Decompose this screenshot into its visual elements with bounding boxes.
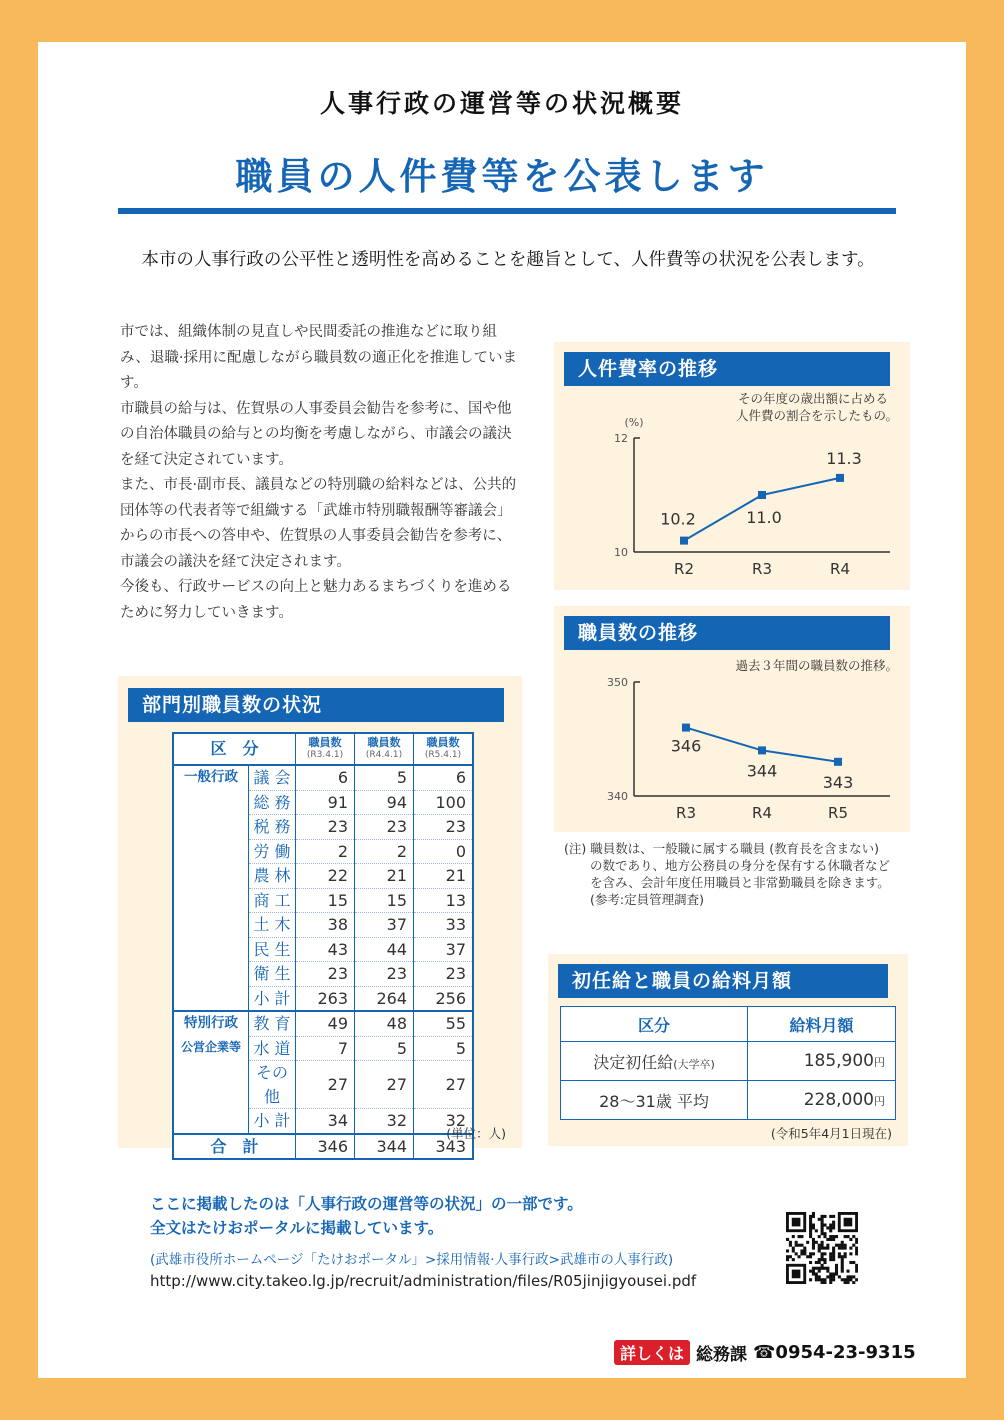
dept-name: 民 生 [249,937,296,962]
dept-value: 22 [296,864,355,889]
dept-value: 21 [355,864,414,889]
group-cell [173,864,249,889]
dept-name: 水 道 [249,1036,296,1061]
dept-head-col-sub: (R3.4.1) [306,750,344,760]
group-cell [173,815,249,840]
department-name: 総務課 [696,1345,748,1365]
salary-head-label: 区分 [561,1007,748,1042]
dept-head-col-sub: (R5.4.1) [424,750,462,760]
footnote-line: (注) 職員数は、一般職に属する職員 (教育長を含まない) [564,841,879,856]
dept-name: 教 育 [249,1011,296,1036]
table-row [173,839,473,864]
x-tick-label: R2 [674,560,694,578]
table-row [173,937,473,962]
data-point [682,724,690,732]
dept-head-col [414,733,474,765]
data-label: 343 [822,772,854,792]
footnote-line: (参考:定員管理調査) [590,892,704,907]
salary-asof: (令和5年4月1日現在) [770,1126,892,1141]
dept-value: 2 [296,839,355,864]
dept-value: 27 [296,1061,355,1109]
x-tick-label: R5 [828,804,848,822]
dept-value: 37 [414,937,474,962]
contact-line [614,1340,916,1365]
x-tick-label: R4 [752,804,772,822]
table-row [173,1036,473,1061]
x-tick-label: R3 [752,560,772,578]
salary-row2-label: 28～31歳 平均 [561,1081,748,1120]
dept-head-col-label: 職員数 [308,736,342,749]
document-page [38,42,966,1378]
dept-value: 23 [296,815,355,840]
group-label: 特別行政 [184,1015,238,1031]
y-tick-label: 350 [607,676,628,689]
dept-value: 49 [296,1011,355,1036]
dept-name: 議 会 [249,765,296,790]
dept-name: 農 林 [249,864,296,889]
dept-name: 労 働 [249,839,296,864]
data-point [834,758,842,766]
table-row [173,864,473,889]
total-value: 343 [414,1134,474,1160]
dept-name: 衛 生 [249,962,296,987]
salary-row1-value [748,1042,896,1081]
dept-value: 32 [414,1109,474,1134]
salary-row1-sub: (大学卒) [673,1057,715,1071]
dept-name: 土 木 [249,913,296,938]
staff-count-footnote [564,840,890,908]
kicker-title: 人事行政の運営等の状況概要 [319,89,684,118]
dept-name: その他 [249,1061,296,1109]
table-row [173,888,473,913]
group-cell [173,790,249,815]
dept-value: 91 [296,790,355,815]
headline-rule [118,208,896,214]
staff-count-title: 職員数の推移 [564,616,890,650]
dept-value: 0 [414,839,474,864]
data-point [680,537,688,545]
dept-table-wrap [172,732,474,1160]
dept-value: 27 [355,1061,414,1109]
salary-row1-amount: 185,900 [803,1051,874,1071]
table-row [173,1061,473,1109]
dept-name: 総 務 [249,790,296,815]
salary-row2-unit: 円 [874,1095,885,1108]
group-cell [173,839,249,864]
data-point [758,746,766,754]
footer-path: (武雄市役所ホームページ「たけおポータル」>採用情報·人事行政>武雄市の人事行政) [150,1252,674,1268]
labor-cost-chart [554,342,910,590]
dept-value: 32 [355,1109,414,1134]
dept-value: 94 [355,790,414,815]
table-row-total [173,1134,473,1160]
table-row [173,1109,473,1134]
y-tick-label: 10 [614,546,628,559]
group-cell [173,888,249,913]
labor-cost-panel [554,342,910,590]
dept-value: 5 [355,1036,414,1061]
footer-line-1: ここに掲載したのは「人事行政の運営等の状況」の一部です。 [150,1195,583,1213]
total-value: 346 [296,1134,355,1160]
staff-count-chart [554,606,910,832]
table-row [173,815,473,840]
table-row [173,962,473,987]
body-paragraph: また、市長·副市長、議員などの特別職の給料などは、公共的団体等の代表者等で組織する「武雄市特別職報酬等審議会」からの市長への答申や、佐賀県の人事委員会勧告を参考に、市議会の議決を経て決定されます。 [120,477,517,570]
dept-name: 商 工 [249,888,296,913]
dept-table [172,732,474,1160]
dept-value: 23 [414,962,474,987]
dept-value: 34 [296,1109,355,1134]
labor-cost-title: 人件費率の推移 [564,352,890,386]
data-label: 10.2 [660,509,696,529]
table-row [173,790,473,815]
salary-panel [548,954,908,1146]
dept-value: 23 [355,815,414,840]
dept-head-col-label: 職員数 [426,736,460,749]
salary-head-value: 給料月額 [748,1007,896,1042]
dept-head-label: 区 分 [210,739,259,759]
dept-head-col-sub: (R4.4.1) [365,750,403,760]
footer-line-2: 全文はたけおポータルに掲載しています。 [150,1219,444,1237]
dept-value: 38 [296,913,355,938]
staff-count-note: 過去３年間の職員数の推移。 [735,658,898,673]
dept-value: 15 [355,888,414,913]
dept-value: 44 [355,937,414,962]
body-text [120,320,520,626]
dept-head-col [355,733,414,765]
table-row [173,765,473,790]
dept-value: 263 [296,986,355,1011]
dept-name: 税 務 [249,815,296,840]
dept-value: 37 [355,913,414,938]
phone-number[interactable]: ☎0954-23-9315 [753,1342,916,1363]
dept-value: 15 [296,888,355,913]
total-value: 344 [355,1134,414,1160]
labor-cost-note-1: その年度の歳出額に占める [737,391,888,406]
dept-name: 小 計 [249,986,296,1011]
dept-unit: (単位：人) [446,1126,506,1141]
y-axis-unit: (%) [624,416,644,429]
dept-head-col-label: 職員数 [367,736,401,749]
x-tick-label: R4 [830,560,850,578]
footnote-line: を含み、会計年度任用職員と非常勤職員を除きます。 [590,875,890,890]
x-tick-label: R3 [676,804,696,822]
salary-title: 初任給と職員の給料月額 [558,964,888,998]
dept-value: 7 [296,1036,355,1061]
series-line [686,728,838,762]
dept-value: 23 [414,815,474,840]
y-tick-label: 340 [607,790,628,803]
headline: 職員の人件費等を公表します [235,155,769,198]
dept-value: 6 [414,765,474,790]
staff-count-panel [554,606,910,832]
dept-value: 100 [414,790,474,815]
data-point [758,491,766,499]
dept-value: 23 [355,962,414,987]
dept-value: 5 [414,1036,474,1061]
dept-value: 55 [414,1011,474,1036]
lead-text: 本市の人事行政の公平性と透明性を高めることを趣旨として、人件費等の状況を公表します。 [141,250,875,270]
total-label: 合 計 [210,1136,259,1156]
group-cell [173,937,249,962]
dept-value: 6 [296,765,355,790]
footnote-line: の数であり、地方公務員の身分を保有する休職者など [590,858,891,873]
group-cell [173,962,249,987]
dept-value: 264 [355,986,414,1011]
group-cell [173,1061,249,1109]
group-cell [173,913,249,938]
salary-row1-unit: 円 [874,1056,885,1069]
salary-row2-amount: 228,000 [803,1090,874,1110]
data-label: 344 [746,761,778,781]
body-paragraph: 今後も、行政サービスの向上と魅力あるまちづくりを進めるために努力していきます。 [120,579,512,621]
dept-value: 13 [414,888,474,913]
body-paragraph: 市職員の給与は、佐賀県の人事委員会勧告を参考に、国や他の自治体職員の給与との均衡を考慮しながら、市議会の議決を経て決定されています。 [120,400,512,468]
qr-code-icon[interactable] [786,1212,858,1284]
dept-panel [118,676,522,1156]
group-cell [173,986,249,1011]
salary-row2-value [748,1081,896,1120]
y-tick-label: 12 [614,432,628,445]
group-label: 一般行政 [184,769,238,785]
group-cell [173,1109,249,1134]
dept-value: 21 [414,864,474,889]
details-badge: 詳しくは [614,1340,690,1365]
table-row [173,986,473,1011]
salary-table [560,1006,896,1120]
dept-value: 27 [414,1061,474,1109]
dept-value: 23 [296,962,355,987]
data-label: 346 [670,736,702,756]
dept-value: 33 [414,913,474,938]
dept-value: 43 [296,937,355,962]
data-label: 11.0 [746,508,782,527]
dept-name: 小 計 [249,1109,296,1134]
salary-row1-text: 決定初任給 [593,1052,674,1072]
labor-cost-note-2: 人件費の割合を示したもの。 [735,408,898,423]
dept-value: 5 [355,765,414,790]
dept-value: 256 [414,986,474,1011]
body-paragraph: 市では、組織体制の見直しや民間委託の推進などに取り組み、退職·採用に配慮しながら職員数の適正化を推進しています。 [120,324,517,391]
dept-head-col [296,733,355,765]
data-point [836,474,844,482]
dept-value: 48 [355,1011,414,1036]
dept-title: 部門別職員数の状況 [128,688,504,722]
dept-value: 2 [355,839,414,864]
group-label: 公営企業等 [180,1040,241,1054]
footer-url[interactable]: http://www.city.takeo.lg.jp/recruit/administration/files/R05jinjigyousei.pdf [150,1272,697,1290]
table-row [173,913,473,938]
table-row [173,1011,473,1036]
salary-row1-label [561,1042,748,1081]
data-label: 11.3 [826,448,862,468]
